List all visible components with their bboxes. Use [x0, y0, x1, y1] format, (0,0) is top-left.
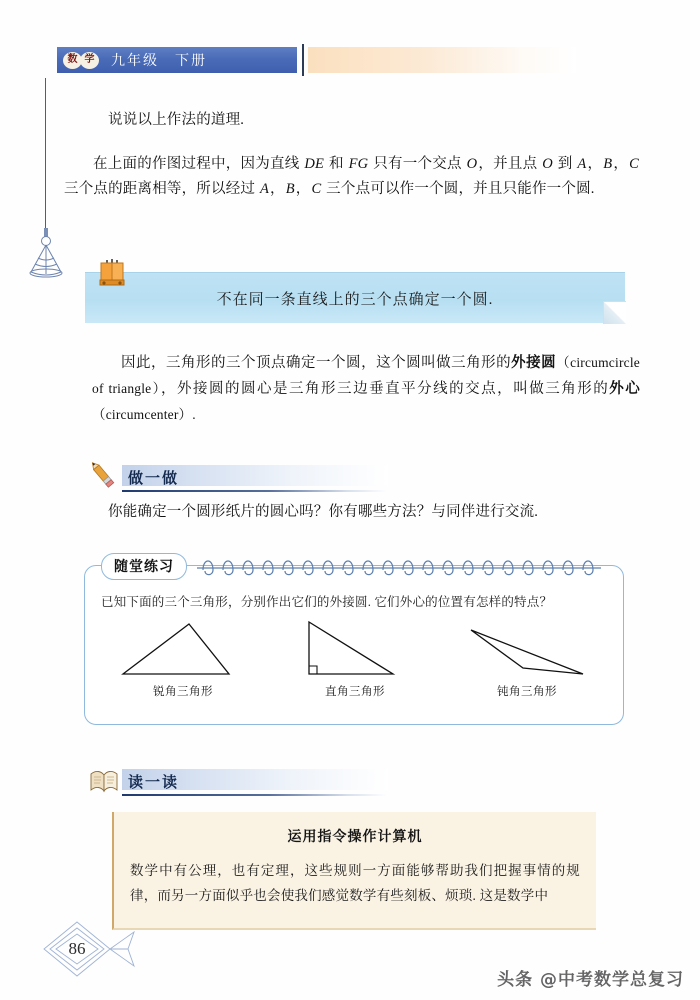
proof-text-9: ，	[270, 181, 285, 197]
header-divider	[302, 44, 304, 76]
reading-box-body: 数学中有公理，也有定理，这些规则一方面能够帮助我们把握事情的规律，而另一方面似乎也会使我们感觉数学有些刻板、烦琐. 这是数学中	[130, 863, 580, 903]
conclusion-text-1: 因此，三角形的三个顶点确定一个圆，这个圆叫做三角形的	[121, 355, 512, 371]
header-gradient-bar	[308, 47, 576, 73]
page-number: 86	[68, 939, 86, 958]
proof-var-de: DE	[304, 156, 325, 172]
paragraph-reason: 说说以上作法的道理.	[108, 112, 245, 128]
proof-text-2: 和	[325, 156, 348, 172]
page-number-ornament	[42, 920, 138, 978]
proof-var-a1: A	[577, 156, 587, 172]
pencil-icon	[88, 462, 122, 492]
subject-badge-char-2: 学	[80, 52, 99, 69]
conclusion-en-circumcircle: （circumcircle of triangle）	[92, 355, 640, 396]
proof-var-a2: A	[259, 181, 269, 197]
acute-triangle-icon	[117, 618, 249, 680]
notebook-exercise-text: 已知下面的三个三角形，分别作出它们的外接圆. 它们外心的位置有怎样的特点？	[101, 595, 553, 609]
section-header-read	[88, 762, 388, 796]
right-triangle-icon	[289, 618, 421, 680]
section-underline-do	[122, 490, 388, 492]
proof-text-3: 只有一个交点	[369, 156, 466, 172]
notebook-exercise-panel	[84, 560, 624, 725]
header-title: 九年级 下册	[111, 53, 207, 69]
proof-var-o1: O	[466, 156, 478, 172]
proof-text-10: ，	[295, 181, 311, 197]
proof-text-6: ，	[587, 156, 603, 172]
conclusion-text-2: ，外接圆的圆心是三角形三边垂直平分线的交点，叫做三角形的	[160, 381, 610, 397]
conclusion-term-circumcenter: 外心	[609, 381, 640, 397]
notebook-tab-label: 随堂练习	[101, 553, 187, 580]
subject-badge-char-1: 数	[63, 52, 82, 69]
section-label-read: 读一读	[128, 774, 180, 791]
proof-text-11: 三个点可以作一个圆，并且只能作一个圆.	[322, 181, 595, 197]
conclusion-term-circumcircle: 外接圆	[511, 355, 557, 371]
triangle-figure-obtuse	[452, 618, 602, 699]
watermark: 头条 @中考数学总复习	[497, 970, 684, 990]
proof-text-1: 在上面的作图过程中，因为直线	[93, 156, 304, 172]
section-header-do	[88, 458, 388, 492]
obtuse-triangle-icon	[461, 618, 593, 680]
section-label-wrap-read	[122, 766, 388, 796]
paragraph-proof	[64, 152, 640, 202]
triangle-figures-row	[97, 618, 613, 699]
paragraph-conclusion	[92, 350, 640, 428]
page-curl-decoration	[603, 301, 626, 324]
triangle-caption-acute: 锐角三角形	[153, 686, 213, 698]
proof-text-8: 三个点的距离相等，所以经过	[64, 181, 259, 197]
compass-guide-line	[45, 78, 46, 230]
triangle-caption-right: 直角三角形	[325, 686, 385, 698]
proof-var-c2: C	[311, 181, 322, 197]
paragraph-do-activity: 你能确定一个圆形纸片的圆心吗？你有哪些方法？与同伴进行交流.	[108, 504, 539, 520]
section-underline-read	[122, 794, 388, 796]
highlight-box	[85, 272, 625, 323]
open-book-icon	[88, 766, 122, 796]
proof-var-fg: FG	[348, 156, 369, 172]
proof-var-b1: B	[603, 156, 613, 172]
compass-icon	[22, 228, 70, 278]
reading-box-title: 运用指令操作计算机	[287, 830, 423, 845]
proof-var-b2: B	[285, 181, 295, 197]
triangle-caption-obtuse: 钝角三角形	[497, 686, 557, 698]
highlight-box-text: 不在同一条直线上的三个点确定一个圆.	[216, 291, 494, 308]
proof-text-5: 到	[553, 156, 577, 172]
subject-badge	[63, 52, 99, 69]
section-label-do: 做一做	[128, 470, 180, 487]
proof-var-o2: O	[542, 156, 553, 172]
header-band	[57, 47, 297, 73]
triangle-figure-acute	[108, 618, 258, 699]
spiral-binding-icon	[197, 552, 601, 582]
conclusion-en-circumcenter: （circumcenter）.	[92, 407, 196, 422]
triangle-figure-right	[280, 618, 430, 699]
reading-box	[112, 812, 596, 930]
section-label-wrap-do	[122, 462, 388, 492]
paperclip-icon	[95, 258, 139, 292]
proof-var-c1: C	[629, 156, 640, 172]
proof-text-4: ，并且点	[478, 156, 542, 172]
proof-text-7: ，	[613, 156, 629, 172]
